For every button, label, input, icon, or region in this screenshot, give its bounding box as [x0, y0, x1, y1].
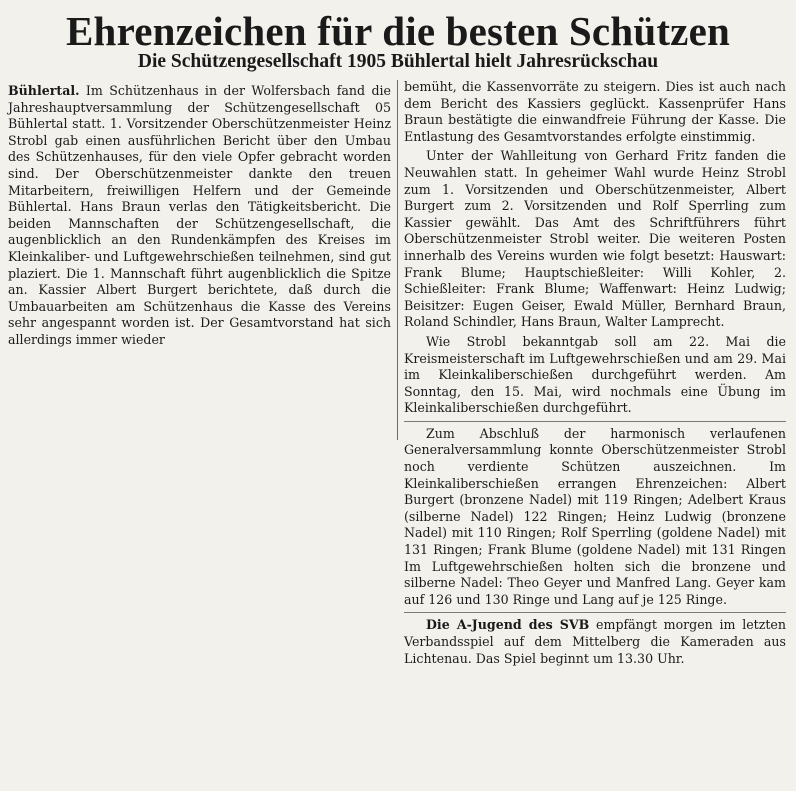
article-column-left — [8, 83, 391, 349]
article-paragraph-4: Zum Abschluß der harmonisch verlaufenen Generalversammlung konnte Oberschützenmeister Strobl noch verdiente Schützen auszeichnen. Im Kleinkaliberschießen errangen Ehrenzeichen: Albert Burgert (bronzene Nadel) mit 119 Ringen; Adelbert Kraus (silberne Nadel) 122 Ringen; Heinz Ludwig (bronzene Nadel) mit 110 Ringen; Rolf Sperrling (goldene Nadel) mit 131 Ringen; Frank Blume (goldene Nadel) mit 131 Ringen Im Luftgewehrschießen holten sich die bronzene und silberne Nadel: Theo Geyer und Manfred Lang. Geyer kam auf 126 und 130 Ringe und Lang auf je 125 Ringe. — [404, 421, 786, 609]
article-column-right — [404, 79, 786, 667]
article-paragraph-1-continued — [404, 79, 786, 145]
youth-note — [404, 612, 786, 667]
youth-note-lead: Die A-Jugend des SVB — [426, 617, 590, 633]
article-dateline: Bühlertal. — [8, 83, 80, 98]
article-paragraph-1-part-b: bemüht, die Kassenvorräte zu steigern. Dies ist auch nach dem Bericht des Kassiers geglückt. Kassenprüfer Hans Braun bestätigte die einwandfreie Führung der Kasse. Die Entlastung des Gesamtvorstandes erfolgte einstimmig. — [404, 79, 786, 144]
article-paragraph-2: Unter der Wahlleitung von Gerhard Fritz fanden die Neuwahlen statt. In geheimer Wahl wurde Heinz Strobl zum 1. Vorsitzenden und Oberschützenmeister, Albert Burgert zum 2. Vorsitzenden und Rolf Sperrling zum Kassier gewählt. Das Amt des Schriftführers führt Oberschützenmeister Strobl weiter. Die weiteren Posten innerhalb des Vereins wurden wie folgt besetzt: Hauswart: Frank Blume; Hauptschießleiter: Willi Kohler, 2. Schießleiter: Frank Blume; Waffenwart: Heinz Ludwig; Beisitzer: Eugen Geiser, Ewald Müller, Bernhard Braun, Roland Schindler, Hans Braun, Walter Lamprecht. — [404, 148, 786, 330]
article-headline: Ehrenzeichen für die besten Schützen — [66, 8, 730, 54]
article-paragraph-1-part-a: Im Schützenhaus in der Wolfersbach fand die Jahreshauptversammlung der Schützengesellschaft 05 Bühlertal statt. 1. Vorsitzender Oberschützenmeister Heinz Strobl gab einen ausführlichen Bericht über den Umbau des Schützenhauses, für den viele Opfer gebracht worden sind. Der Oberschützenmeister dankte den treuen Mitarbeitern, freiwilligen Helfern und der Gemeinde Bühlertal. Hans Braun verlas den Tätigkeitsbericht. Die beiden Mannschaften der Schützengesellschaft, die augenblicklich an den Rundenkämpfen des Kreises im Kleinkaliber- und Luftgewehrschießen teilnehmen, sind gut plaziert. Die 1. Mannschaft führt augenblicklich die Spitze an. Kassier Albert Burgert berichtete, daß durch die Umbauarbeiten am Schützenhaus die Kasse des Vereins sehr angespannt worden ist. Der Gesamtvorstand hat sich allerdings immer wieder — [8, 83, 391, 347]
column-divider — [397, 80, 398, 440]
article-paragraph-1 — [8, 83, 391, 349]
article-subheadline: Die Schützengesellschaft 1905 Bühlertal hielt Jahresrückschau — [137, 51, 659, 72]
youth-note-text: empfängt morgen im letzten Verbandsspiel auf dem Mittelberg die Kameraden aus Lichtenau. Das Spiel beginnt um 13.30 Uhr. — [404, 617, 786, 666]
article-paragraph-3: Wie Strobl bekanntgab soll am 22. Mai die Kreismeisterschaft im Luftgewehrschießen und am 29. Mai im Kleinkaliberschießen durchgeführt werden. Am Sonntag, den 15. Mai, wird nochmals eine Übung im Kleinkaliberschießen durchgeführt. — [404, 333, 786, 416]
